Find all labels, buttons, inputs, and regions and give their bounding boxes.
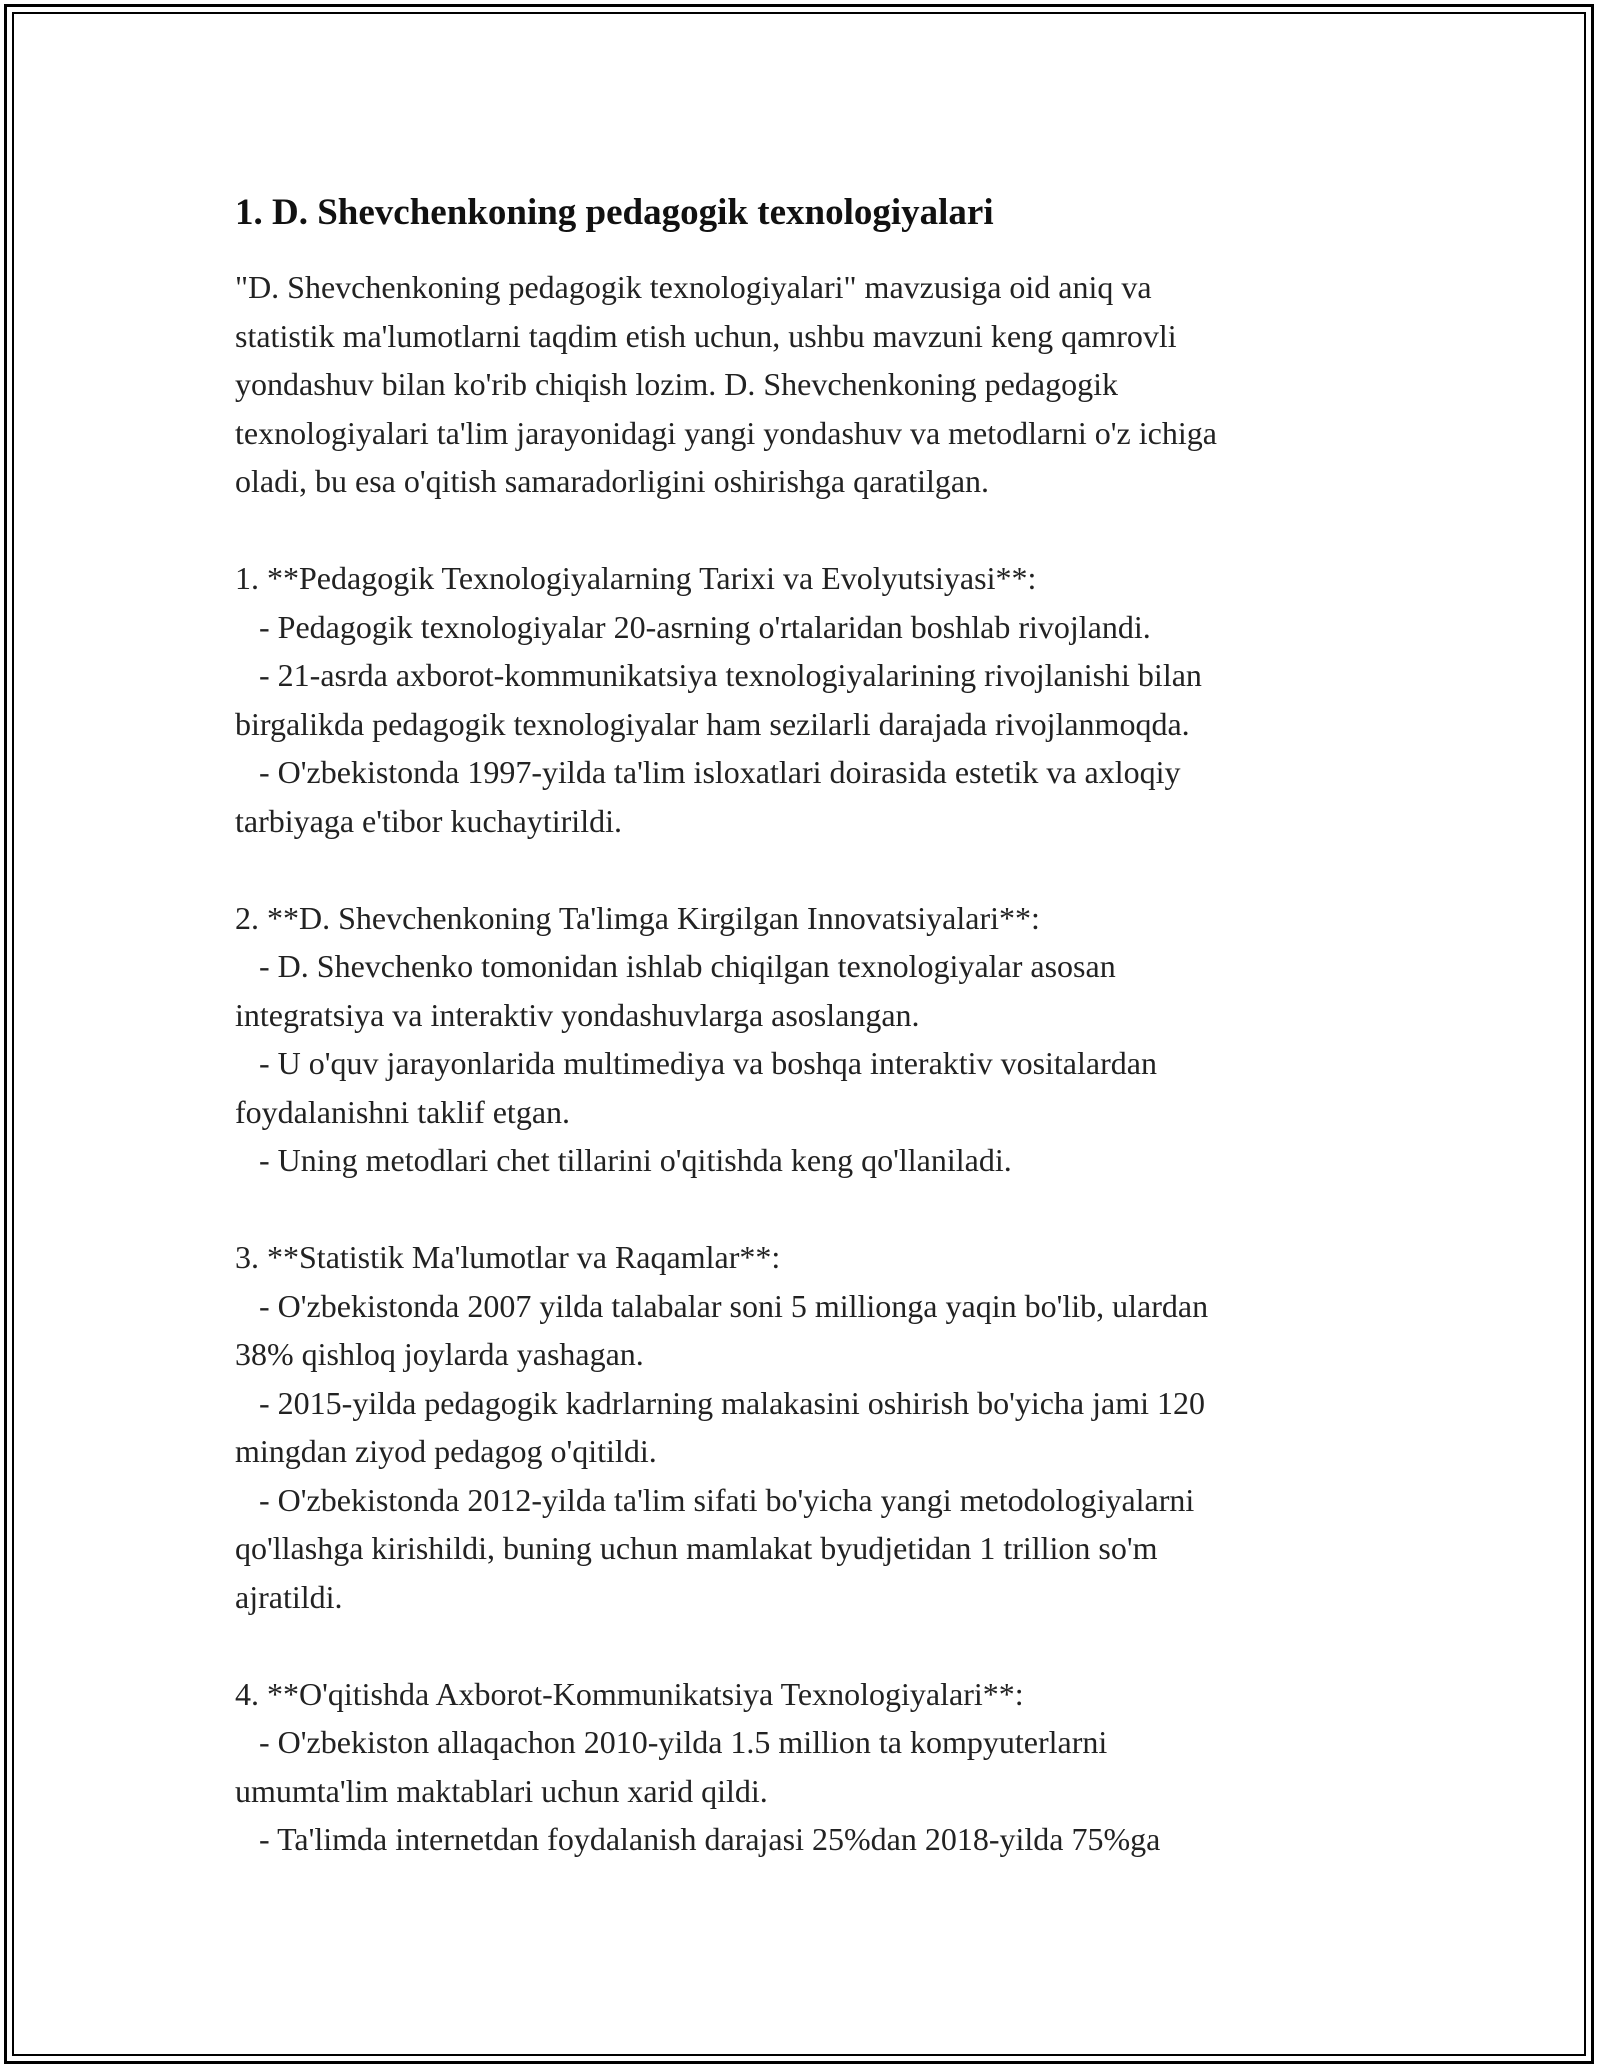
section-heading-4: 4. **O'qitishda Axborot-Kommunikatsiya Texnologiyalari**: [235, 1675, 1024, 1712]
text-line: - Ta'limda internetdan foydalanish darajasi 25%dan 2018-yilda 75%ga [235, 1821, 1161, 1857]
blank-line [235, 1621, 1415, 1670]
text-line: ajratildi. [235, 1578, 343, 1615]
text-line: texnologiyalari ta'lim jarayonidagi yangi yondashuv va metodlarni o'z ichiga [235, 414, 1217, 451]
blank-line [235, 845, 1415, 894]
text-line: - Pedagogik texnologiyalar 20-asrning o'rtalaridan boshlab rivojlandi. [235, 608, 1151, 645]
document-page [235, 185, 1415, 1864]
text-line: qo'llashga kirishildi, buning uchun mamlakat byudjetidan 1 trillion so'm [235, 1530, 1158, 1566]
text-line: - O'zbekistonda 1997-yilda ta'lim isloxatlari doirasida estetik va axloqiy [235, 754, 1181, 790]
text-line: umumta'lim maktablari uchun xarid qildi. [235, 1772, 768, 1809]
text-line: yondashuv bilan ko'rib chiqish lozim. D. Shevchenkoning pedagogik [235, 366, 1118, 402]
section-heading-3: 3. **Statistik Ma'lumotlar va Raqamlar**: [235, 1239, 781, 1275]
document-title: 1. D. Shevchenkoning pedagogik texnologiyalari [235, 192, 994, 233]
text-line: mingdan ziyod pedagog o'qitildi. [235, 1433, 657, 1469]
text-line: - O'zbekiston allaqachon 2010-yilda 1.5 million ta kompyuterlarni [235, 1724, 1108, 1760]
text-line: birgalikda pedagogik texnologiyalar ham sezilarli darajada rivojlanmoqda. [235, 705, 1190, 742]
text-line: - Uning metodlari chet tillarini o'qitishda keng qo'llaniladi. [235, 1142, 1012, 1178]
text-line: - U o'quv jarayonlarida multimediya va boshqa interaktiv vositalardan [235, 1045, 1157, 1081]
section-heading-2: 2. **D. Shevchenkoning Ta'limga Kirgilgan Innovatsiyalari**: [235, 899, 1040, 936]
text-line: - O'zbekistonda 2007 yilda talabalar soni 5 millionga yaqin bo'lib, ulardan [235, 1287, 1209, 1324]
text-line: - O'zbekistonda 2012-yilda ta'lim sifati bo'yicha yangi metodologiyalarni [235, 1481, 1195, 1518]
document-body [235, 263, 1415, 1864]
text-line: - 21-asrda axborot-kommunikatsiya texnologiyalarining rivojlanishi bilan [235, 657, 1202, 693]
blank-line [235, 1185, 1415, 1234]
text-line: oladi, bu esa o'qitish samaradorligini oshirishga qaratilgan. [235, 463, 990, 499]
text-line: foydalanishni taklif etgan. [235, 1093, 571, 1130]
text-line: integratsiya va interaktiv yondashuvlarga asoslangan. [235, 996, 920, 1033]
text-line: - 2015-yilda pedagogik kadrlarning malakasini oshirish bo'yicha jami 120 [235, 1384, 1205, 1421]
section-heading-1: 1. **Pedagogik Texnologiyalarning Tarixi va Evolyutsiyasi**: [235, 560, 1037, 596]
text-line: "D. Shevchenkoning pedagogik texnologiyalari" mavzusiga oid aniq va [235, 269, 1152, 305]
text-line: 38% qishloq joylarda yashagan. [235, 1336, 644, 1372]
text-line: statistik ma'lumotlarni taqdim etish uchun, ushbu mavzuni keng qamrovli [235, 317, 1177, 354]
text-line: tarbiyaga e'tibor kuchaytirildi. [235, 802, 622, 839]
text-line: - D. Shevchenko tomonidan ishlab chiqilgan texnologiyalar asosan [235, 948, 1116, 984]
blank-line [235, 506, 1415, 555]
